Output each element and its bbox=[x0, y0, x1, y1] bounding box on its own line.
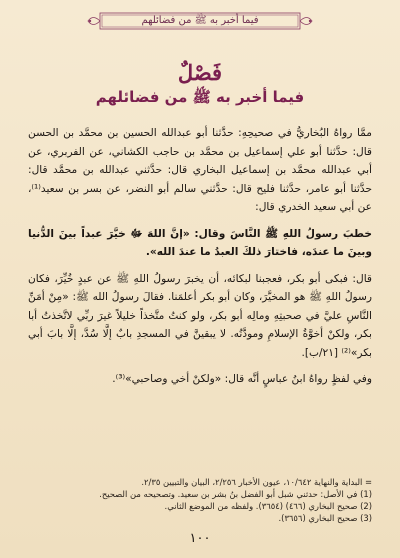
page-number: ١٠٠ bbox=[189, 531, 211, 546]
footnote-1: (1) في الأصل: حدثني شبل أبو الفضل بنُ بشر بن سعيد. وتصحيحه من الصحيح. bbox=[99, 489, 372, 499]
paragraph-isnad: ممَّا رواهُ البُخاريُّ في صحيحِهِ: حدَّثنا أبو عبدالله الحسين بن محمَّد بن الحسن قال: حدَّثنا أبو علي إسماعيل بن محمَّد بن حاجب الكشاني، عن الفربري، عن أبي عبدالله محمَّد بن إسماعيل البخاري قال: حدَّثني عبدالله بن محمَّد قال: حدَّثنا أبو عامر، حدَّثنا فليح قال: حدَّثني سالم أبو النضر، عن بسر بن سعيد⁽¹⁾، عن أبي سعيد الخدري قال: bbox=[28, 127, 372, 213]
running-header bbox=[86, 10, 314, 32]
section-subtitle: فيما أخبر به ﷺ من فضائلهم bbox=[95, 88, 305, 106]
running-header-text: فيما أخبر به ﷺ من فضائلهم bbox=[141, 15, 259, 26]
paragraph-hadith: خطبَ رسولُ اللهِ ﷺ النَّاسَ وقال: «إنَّ اللهَ ﷻ خيَّرَ عبداً بينَ الدُّنيا وبينَ ما عندَه، فاختارَ ذلكَ العبدُ ما عندَ الله». bbox=[28, 227, 372, 258]
paragraph-narration: قال: فبكى أبو بكر، فعجبنا لبكائه، أن يخبرَ رسولُ اللهِ ﷺ عن عبدٍ خُيِّرَ، فكان رسولُ اللهِ ﷺ هو المخيَّرَ، وكان أبو بكر أعلمَنا. فقالَ رسولُ الله ﷺ: «مِنْ أمَنِّ النَّاسِ عليَّ في صحبتِهِ ومالِه أبو بكر، ولو كنتُ متَّخذاً خليلاً غيرَ ربِّي لاتَّخذتُ أبا بكر، ولكنْ أخوَّةُ الإسلامِ ومودَّتُه. لا يبقينَّ في المسجدِ بابٌ إلَّا سُدَّ، إلَّا بابَ أبي بكر»⁽²⁾ [٢١/ب]. bbox=[28, 272, 372, 359]
main-text bbox=[28, 124, 372, 397]
paragraph-variant: وفي لفظٍ رواهُ ابنُ عباسٍ أنَّه قال: «ولكنْ أخي وصاحبي»⁽³⁾. bbox=[112, 373, 372, 385]
footnote-2: (2) صحيح البخاري (٤٦٦) (٣٦٥٤). ولفظه من الموضع الثاني. bbox=[164, 501, 372, 511]
section-heading: فَصْلٌ bbox=[177, 60, 223, 85]
footnote-3: (3) صحيح البخاري (٣٦٥٦). bbox=[278, 513, 372, 523]
footnotes bbox=[28, 476, 372, 524]
footnote-continuation: = البداية والنهاية ١٠/٦٤٢، عيون الأخبار ٢/٢٥٦، البيان والتبيين ٢/٣٥. bbox=[141, 477, 372, 487]
